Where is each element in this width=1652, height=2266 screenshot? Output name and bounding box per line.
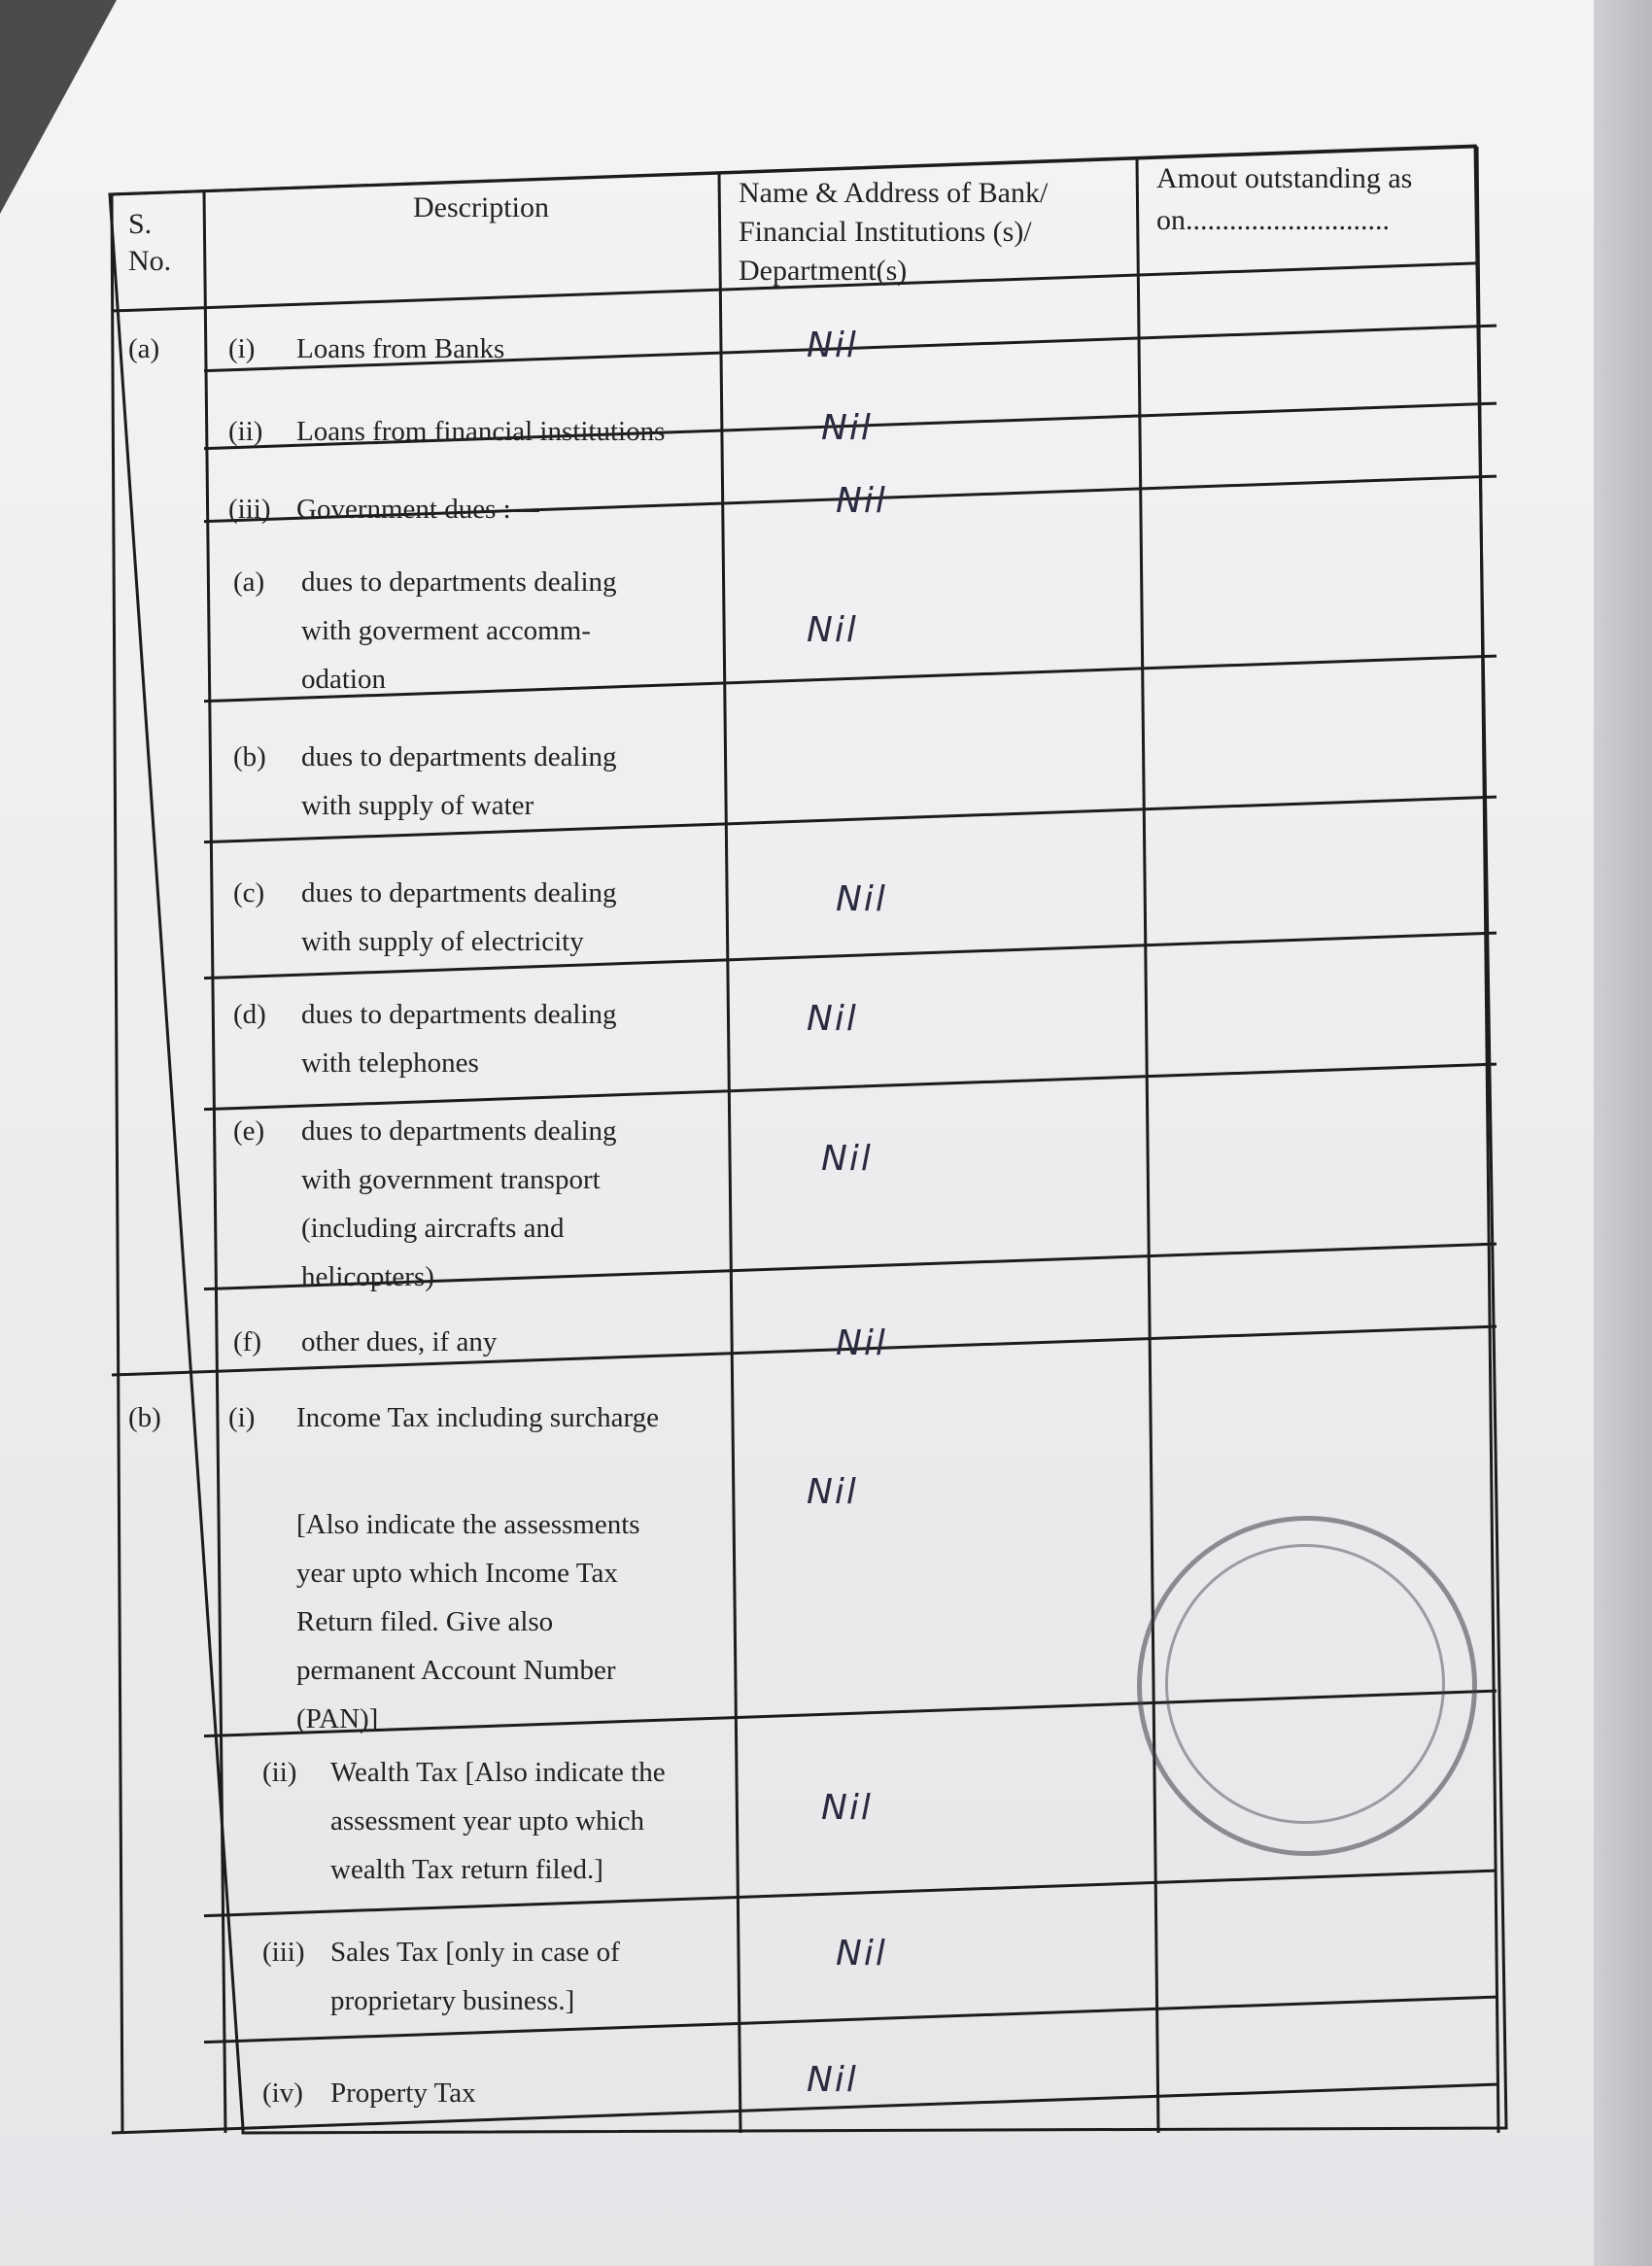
row-description-line: helicopters) (301, 1261, 434, 1292)
row-handwritten-value: Nil (836, 879, 887, 919)
row-sub-number: (e) (233, 1116, 265, 1147)
column-divider (1137, 158, 1158, 2133)
row-sub-number: (ii) (228, 416, 263, 447)
row-handwritten-value: Nil (807, 1472, 858, 1512)
column-divider (1477, 147, 1498, 2133)
row-handwritten-value: Nil (807, 999, 858, 1039)
column-divider (719, 173, 740, 2133)
row-sub-number: (d) (233, 999, 266, 1030)
row-description-line: odation (301, 664, 386, 695)
row-handwritten-value: Nil (821, 1788, 873, 1828)
row-description-line: dues to departments dealing (301, 877, 617, 909)
row-description-line: dues to departments dealing (301, 741, 617, 772)
row-divider (204, 656, 1497, 702)
row-description-line: dues to departments dealing (301, 999, 617, 1030)
header-bank: Department(s) (739, 255, 908, 287)
column-divider (204, 191, 225, 2133)
row-description-line: Return filed. Give also (296, 1606, 554, 1637)
row-description-line: dues to departments dealing (301, 1116, 617, 1147)
row-handwritten-value: Nil (821, 408, 873, 448)
header-amount: on............................ (1156, 204, 1390, 236)
header-sno: S. (128, 208, 153, 240)
row-description-line: with supply of water (301, 790, 534, 821)
row-description-line: with supply of electricity (301, 926, 584, 957)
row-description-line: Wealth Tax [Also indicate the (330, 1757, 666, 1788)
row-description-line: with telephones (301, 1047, 479, 1079)
row-description-line: other dues, if any (301, 1326, 498, 1357)
header-bank: Financial Institutions (s)/ (739, 216, 1032, 248)
row-description-line: with government transport (301, 1164, 601, 1195)
header-description: Description (413, 191, 549, 223)
row-description-line: Income Tax including surcharge (296, 1402, 659, 1433)
row-handwritten-value: Nil (807, 610, 858, 650)
row-description-line: (including aircrafts and (301, 1213, 565, 1244)
row-description-line: wealth Tax return filed.] (330, 1854, 603, 1885)
row-description-line: dues to departments dealing (301, 566, 617, 598)
row-sub-number: (ii) (262, 1757, 297, 1788)
row-description-line: [Also indicate the assessments (296, 1509, 640, 1540)
page-edge (1594, 0, 1652, 2266)
row-handwritten-value: Nil (807, 2060, 858, 2100)
row-description-line: with goverment accomm- (301, 615, 591, 646)
row-handwritten-value: Nil (821, 1139, 873, 1179)
row-description-line: Government dues :— (296, 494, 539, 525)
header-sno: No. (128, 245, 172, 277)
notary-stamp (1137, 1516, 1477, 1856)
row-sub-number: (i) (228, 1402, 256, 1433)
row-sub-number: (c) (233, 877, 265, 909)
row-sub-number: (iii) (228, 494, 271, 525)
row-description-line: Loans from Banks (296, 333, 505, 364)
row-description-line: assessment year upto which (330, 1805, 644, 1837)
row-sno: (a) (128, 333, 160, 364)
row-sub-number: (iii) (262, 1937, 305, 1968)
row-handwritten-value: Nil (836, 481, 887, 521)
row-handwritten-value: Nil (836, 1323, 887, 1363)
header-bank: Name & Address of Bank/ (739, 177, 1049, 209)
row-handwritten-value: Nil (807, 326, 858, 365)
row-description-line: Sales Tax [only in case of (330, 1937, 620, 1968)
row-description-line: Loans from financial institutions (296, 416, 666, 447)
row-sub-number: (a) (233, 566, 265, 598)
column-divider (112, 194, 122, 2133)
row-sub-number: (b) (233, 741, 266, 772)
row-description-line: Property Tax (330, 2077, 476, 2109)
row-sub-number: (iv) (262, 2077, 303, 2109)
row-sno: (b) (128, 1402, 161, 1433)
row-divider (112, 2084, 1497, 2133)
row-sub-number: (f) (233, 1326, 261, 1357)
row-description-line: (PAN)] (296, 1703, 379, 1734)
header-amount: Amout outstanding as (1156, 162, 1413, 194)
row-description-line: permanent Account Number (296, 1655, 616, 1686)
notary-stamp-inner-ring (1165, 1544, 1445, 1824)
row-description-line: proprietary business.] (330, 1985, 575, 2016)
row-description-line: year upto which Income Tax (296, 1558, 618, 1589)
row-sub-number: (i) (228, 333, 256, 364)
row-handwritten-value: Nil (836, 1934, 887, 1974)
